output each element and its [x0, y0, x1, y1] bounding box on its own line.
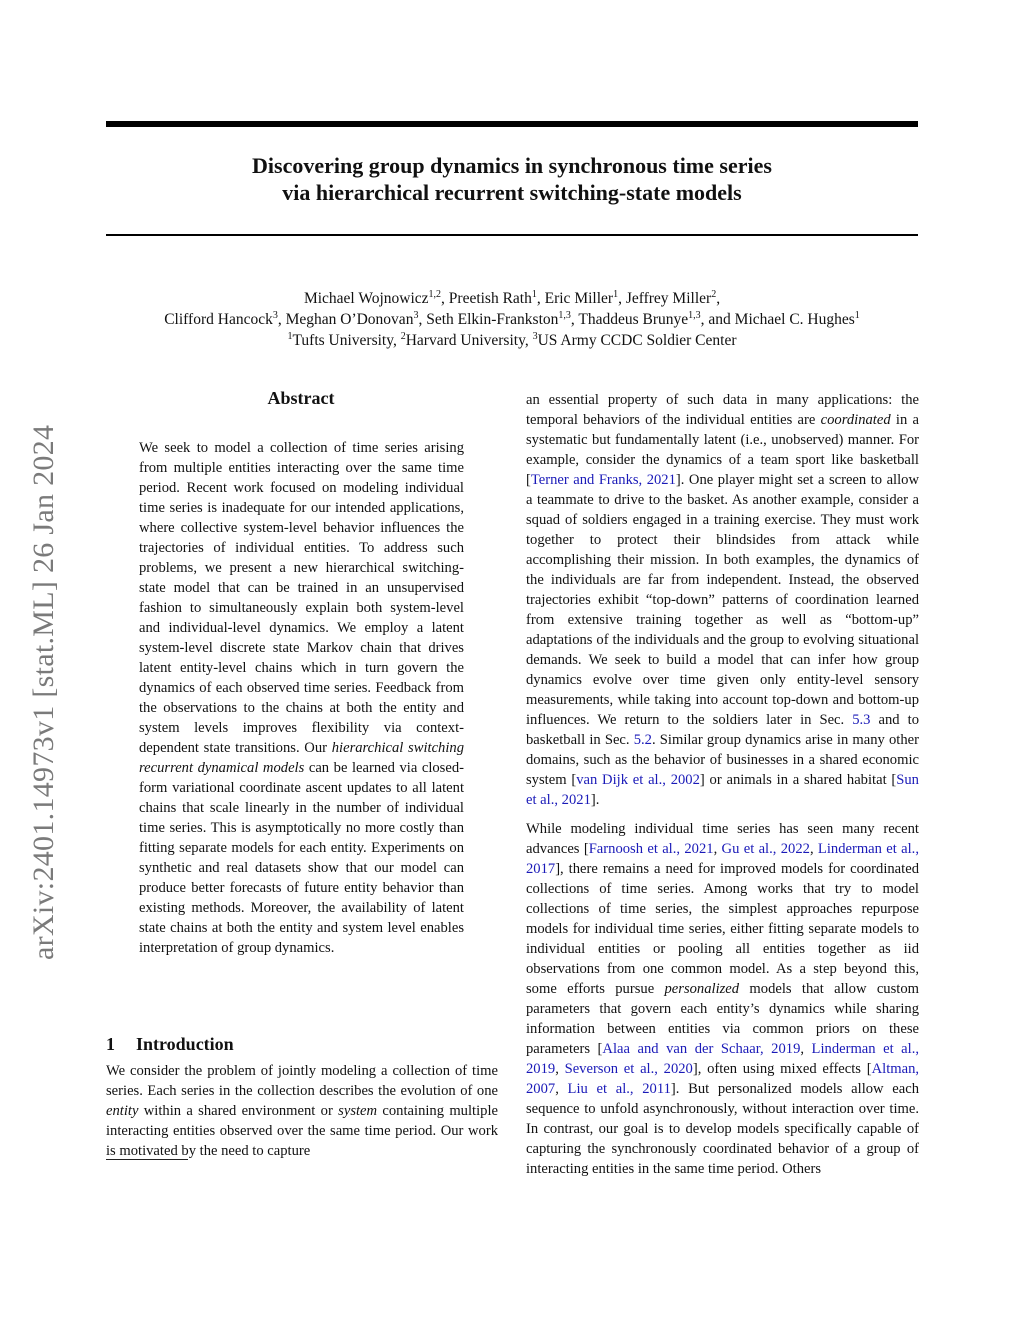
- citation-link[interactable]: Alaa and van der Schaar, 2019: [602, 1041, 801, 1057]
- citation-link[interactable]: Sun et al., 2021: [526, 772, 919, 808]
- citation-link[interactable]: Altman, 2007: [526, 1061, 920, 1097]
- affiliations: $^1$Tufts University, $^2$Harvard University, $^3$US Army CCDC Soldier Center: [287, 330, 737, 349]
- footnote-rule: [106, 1159, 188, 1160]
- citation-link[interactable]: Liu et al., 2011: [567, 1081, 671, 1097]
- title-rule: [106, 234, 918, 236]
- citation-link[interactable]: Severson et al., 2020: [564, 1061, 693, 1077]
- arxiv-side-label: arXiv:2401.14973v1 [stat.ML] 26 Jan 2024: [27, 424, 60, 960]
- citation-link[interactable]: Gu et al., 2022: [721, 841, 810, 857]
- citation-link[interactable]: van Dijk et al., 2002: [576, 772, 700, 788]
- section-link[interactable]: 5.2: [633, 732, 652, 748]
- citation-link[interactable]: Farnoosh et al., 2021: [588, 841, 714, 857]
- abstract-heading: Abstract: [267, 388, 335, 408]
- section-heading-introduction: 1 Introduction: [106, 1034, 234, 1054]
- title-line-1: Discovering group dynamics in synchronous time series: [252, 153, 772, 178]
- paragraph-1: an essential property of such data in many applications: the temporal behaviors of the individual entities are coordinated in a systematic but fundamentally latent (i.e., unobserved) manner. For example, consider the dynamics of a team sport like basketball [Terner and Franks, 2021]. One player might set a screen to allow a teammate to drive to the basket. As another example, consider a squad of soldiers engaged in a training exercise. They must work together to protect their blindsides from attack while accomplishing their mission. In both examples, the dynamics of the individuals are far from independent. Instead, the observed trajectories exhibit “top-down” patterns of coordination learned from extensive training together as well as “bottom-up” adaptations of the individuals and the group to evolving situational demands. We seek to build a model that can infer how group dynamics evolve over time given only entity-level sensory measurements, while taking into account top-down and bottom-up influences. We return to the soldiers later in Sec. 5.3 and to basketball in Sec. 5.2. Similar group dynamics arise in many other domains, such as the behavior of businesses in a shared economic system [van Dijk et al., 2002] or animals in a shared habitat [Sun et al., 2021].: [526, 392, 920, 808]
- top-rule: [106, 121, 918, 127]
- introduction-body: We consider the problem of jointly modeling a collection of time series. Each series in the collection describes the evolution of one entity within a shared environment or system containing multiple interacting entities observed over the same time period. Our work is motivated by the need to capture: [106, 1063, 498, 1159]
- citation-link[interactable]: Linderman et al., 2019: [526, 1041, 920, 1077]
- author-line-1: Michael Wojnowicz$^{1,2}$, Preetish Rath$^1$, Eric Miller$^1$, Jeffrey Miller$^2$,: [303, 288, 721, 307]
- abstract-body: We seek to model a collection of time series arising from multiple entities interacting over the same time period. Recent work focused on modeling individual time series is inadequate for our intended applications, where collective system-level behavior influences the trajectories of individual entities. To address such problems, we present a new hierarchical switching-state model that can be trained in an unsupervised fashion to simultaneously explain both system-level and individual-level dynamics. We employ a latent system-level discrete state Markov chain that drives latent entity-level chains which in turn govern the dynamics of each observed time series. Feedback from the observations to the chains at both the entity and system levels improves flexibility via context-dependent state transitions. Our hierarchical switching recurrent dynamical models can be learned via closed-form variational coordinate ascent updates to all latent chains that scale linearly in the number of individual time series. This is asymptotically no more costly than fitting separate models for each entity. Experiments on synthetic and real datasets show that our model can produce better forecasts of future entity behavior than existing methods. Moreover, the availability of latent state chains at both the entity and system level enables interpretation of group dynamics.: [139, 440, 464, 956]
- section-link[interactable]: 5.3: [852, 712, 871, 728]
- author-line-2: Clifford Hancock$^3$, Meghan O’Donovan$^3$, Seth Elkin-Frankston$^{1,3}$, Thaddeus Brunye$^{1,3}$, and Michael C. Hughes$^1$: [164, 309, 860, 328]
- right-column: [526, 390, 919, 1179]
- author-block: [106, 288, 918, 351]
- paragraph-2: While modeling individual time series has seen many recent advances [Farnoosh et al., 2021, Gu et al., 2022, Linderman et al., 2017], there remains a need for improved models for coordinated collections of time series. Among works that try to model collections of time series, the simplest approaches repurpose models for individual time series, either fitting separate models to individual entities or pooling all entities together as iid observations from one common model. As a step beyond this, some efforts pursue personalized models that allow custom parameters that govern each entity’s dynamics while sharing information between entities via common priors on these parameters [Alaa and van der Schaar, 2019, Linderman et al., 2019, Severson et al., 2020], often using mixed effects [Altman, 2007, Liu et al., 2011]. But personalized models allow each sequence to unfold asynchronously, without interaction over time. In contrast, our goal is to develop models specifically capable of capturing the synchronously coordinated behavior of a group of interacting entities in the same time period. Others: [526, 821, 920, 1177]
- citation-link[interactable]: Linderman et al., 2017: [526, 841, 919, 877]
- paper-title: [106, 152, 918, 206]
- citation-link[interactable]: Terner and Franks, 2021: [530, 472, 676, 488]
- title-line-2: via hierarchical recurrent switching-state models: [282, 180, 742, 205]
